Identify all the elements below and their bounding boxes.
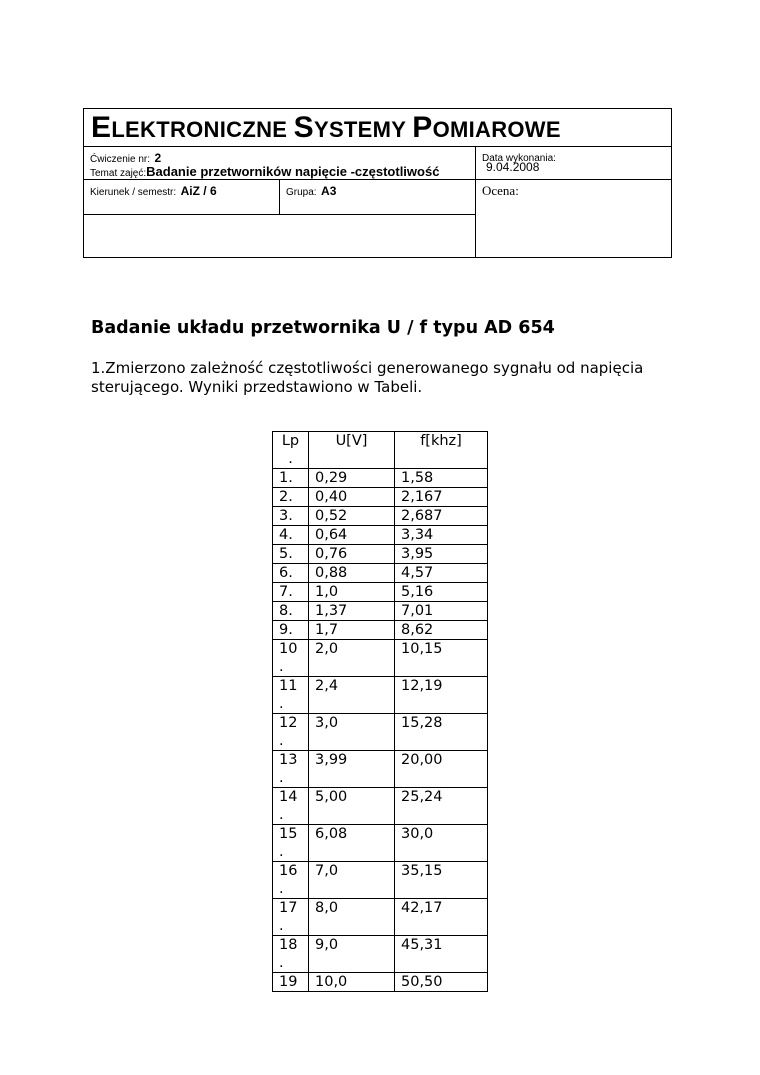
- header-lp: Lp .: [273, 432, 309, 469]
- cell-frequency: 20,00: [395, 751, 488, 788]
- exercise-number: Ćwiczenie nr: 2: [90, 151, 162, 165]
- cell-frequency: 42,17: [395, 899, 488, 936]
- table-row: [273, 507, 488, 526]
- cell-voltage: 0,64: [309, 526, 395, 545]
- description-paragraph: 1.Zmierzono zależność częstotliwości generowanego sygnału od napięcia sterującego. Wyniki przedstawiono w Tabeli.: [91, 359, 644, 396]
- cell-lp: [273, 507, 309, 526]
- cell-frequency: 30,0: [395, 825, 488, 862]
- cell-voltage: 1,0: [309, 583, 395, 602]
- lp-number: 4.: [279, 527, 293, 543]
- table-row: [273, 825, 488, 862]
- cell-voltage: 0,29: [309, 469, 395, 488]
- date-value: 9.04.2008: [486, 160, 540, 174]
- cell-frequency: 7,01: [395, 602, 488, 621]
- results-table-body: [273, 432, 488, 992]
- cell-frequency: 5,16: [395, 583, 488, 602]
- topic: Temat zajęć:Badanie przetworników napięcie -częstotliwość: [90, 164, 440, 179]
- cell-voltage: 2,0: [309, 640, 395, 677]
- lp-number: 9.: [279, 622, 293, 638]
- lp-number: 16: [279, 863, 298, 879]
- cell-voltage: 8,0: [309, 899, 395, 936]
- group: Grupa: A3: [286, 184, 337, 198]
- lp-number: 13: [279, 752, 298, 768]
- cell-lp: [273, 936, 309, 973]
- lp-number: 17: [279, 900, 298, 916]
- cell-frequency: 10,15: [395, 640, 488, 677]
- table-row: [273, 526, 488, 545]
- cell-lp: [273, 899, 309, 936]
- cell-frequency: 2,687: [395, 507, 488, 526]
- page-title: ELEKTRONICZNE SYSTEMY POMIAROWE: [91, 111, 561, 144]
- cell-lp: [273, 751, 309, 788]
- cell-frequency: 3,95: [395, 545, 488, 564]
- lp-number: 6.: [279, 565, 293, 581]
- cell-voltage: 6,08: [309, 825, 395, 862]
- cell-frequency: 15,28: [395, 714, 488, 751]
- results-table: [272, 431, 488, 992]
- cell-frequency: 12,19: [395, 677, 488, 714]
- section-heading: Badanie układu przetwornika U / f typu AD 654: [91, 318, 555, 338]
- cell-frequency: 1,58: [395, 469, 488, 488]
- cell-lp: [273, 788, 309, 825]
- lp-number: 2.: [279, 489, 293, 505]
- cell-frequency: 8,62: [395, 621, 488, 640]
- table-header-row: [273, 432, 488, 469]
- cell-frequency: 35,15: [395, 862, 488, 899]
- lp-number: 3.: [279, 508, 293, 524]
- table-row: [273, 640, 488, 677]
- cell-voltage: 0,76: [309, 545, 395, 564]
- table-row: [273, 714, 488, 751]
- lp-number: 7.: [279, 584, 293, 600]
- lp-number: 10: [279, 641, 298, 657]
- cell-lp: [273, 564, 309, 583]
- table-row: [273, 488, 488, 507]
- table-row: [273, 602, 488, 621]
- lp-dot: .: [279, 807, 284, 823]
- divider: [84, 146, 671, 147]
- cell-frequency: 2,167: [395, 488, 488, 507]
- cell-lp: [273, 973, 309, 992]
- table-row: [273, 564, 488, 583]
- table-row: [273, 545, 488, 564]
- cell-lp: [273, 583, 309, 602]
- lp-number: 15: [279, 826, 298, 842]
- lp-number: 19: [279, 974, 298, 990]
- divider: [279, 179, 280, 214]
- lp-dot: .: [279, 770, 284, 786]
- lp-number: 18: [279, 937, 298, 953]
- cell-voltage: 7,0: [309, 862, 395, 899]
- cell-voltage: 1,7: [309, 621, 395, 640]
- lp-dot: .: [279, 918, 284, 934]
- cell-frequency: 25,24: [395, 788, 488, 825]
- cell-lp: [273, 862, 309, 899]
- table-row: [273, 788, 488, 825]
- divider: [475, 146, 476, 257]
- header-f: f[khz]: [395, 432, 488, 469]
- table-row: [273, 862, 488, 899]
- table-row: [273, 751, 488, 788]
- lp-dot: .: [279, 881, 284, 897]
- cell-voltage: 2,4: [309, 677, 395, 714]
- lp-number: 11: [279, 678, 298, 694]
- cell-lp: [273, 602, 309, 621]
- cell-lp: [273, 488, 309, 507]
- cell-voltage: 0,52: [309, 507, 395, 526]
- cell-lp: [273, 526, 309, 545]
- cell-voltage: 0,40: [309, 488, 395, 507]
- cell-voltage: 1,37: [309, 602, 395, 621]
- cell-voltage: 10,0: [309, 973, 395, 992]
- cell-lp: [273, 640, 309, 677]
- cell-frequency: 4,57: [395, 564, 488, 583]
- lp-dot: .: [279, 659, 284, 675]
- cell-lp: [273, 714, 309, 751]
- cell-lp: [273, 621, 309, 640]
- table-row: [273, 973, 488, 992]
- cell-voltage: 9,0: [309, 936, 395, 973]
- table-row: [273, 469, 488, 488]
- cell-lp: [273, 825, 309, 862]
- lp-dot: .: [279, 696, 284, 712]
- cell-voltage: 0,88: [309, 564, 395, 583]
- grade-label: Ocena:: [482, 183, 519, 198]
- cell-lp: [273, 545, 309, 564]
- cell-voltage: 5,00: [309, 788, 395, 825]
- lp-number: 5.: [279, 546, 293, 562]
- cell-lp: [273, 677, 309, 714]
- cell-lp: [273, 469, 309, 488]
- cell-voltage: 3,99: [309, 751, 395, 788]
- lp-number: 14: [279, 789, 298, 805]
- lp-number: 1.: [279, 470, 293, 486]
- cell-frequency: 50,50: [395, 973, 488, 992]
- course: Kierunek / semestr: AiZ / 6: [90, 184, 217, 198]
- header-box: [83, 108, 672, 258]
- table-row: [273, 583, 488, 602]
- cell-frequency: 45,31: [395, 936, 488, 973]
- header-u: U[V]: [309, 432, 395, 469]
- table-row: [273, 936, 488, 973]
- lp-dot: .: [279, 733, 284, 749]
- divider: [84, 214, 475, 215]
- lp-number: 12: [279, 715, 298, 731]
- cell-frequency: 3,34: [395, 526, 488, 545]
- lp-dot: .: [279, 955, 284, 971]
- table-row: [273, 621, 488, 640]
- lp-number: 8.: [279, 603, 293, 619]
- table-row: [273, 677, 488, 714]
- lp-dot: .: [279, 844, 284, 860]
- date-label: Data wykonania:: [482, 153, 556, 164]
- cell-voltage: 3,0: [309, 714, 395, 751]
- table-row: [273, 899, 488, 936]
